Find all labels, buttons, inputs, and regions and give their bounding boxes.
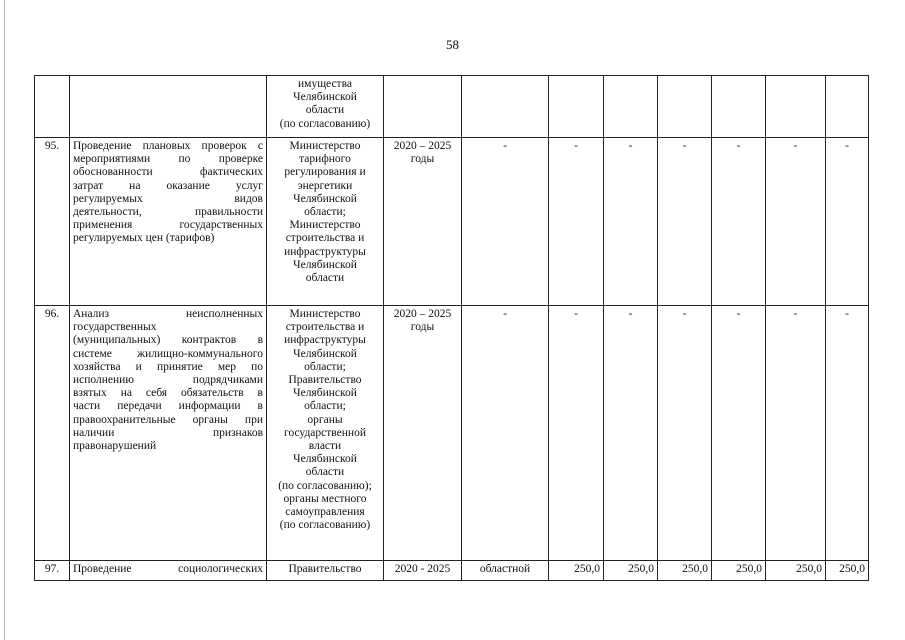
executor-line: области; — [304, 360, 346, 373]
executor-line: тарифного — [299, 153, 351, 166]
executor-line: Челябинской — [293, 258, 357, 271]
activity-name-line: правоохранительные органы при — [73, 413, 263, 426]
period-line: годы — [410, 153, 435, 166]
period — [384, 561, 462, 581]
funding-source — [462, 76, 549, 138]
executor — [267, 306, 384, 561]
executor-line: органы местного — [283, 492, 367, 505]
funding-value-year-3: 250,0 — [658, 561, 712, 581]
row-number: 95. — [35, 138, 70, 306]
activity-name-line: части передачи информации в — [73, 400, 263, 413]
funding-value-year-6: 250,0 — [826, 561, 869, 581]
executor-line: Министерство — [289, 308, 361, 320]
funding-value-year-1 — [549, 76, 604, 138]
activity-name-line: регулируемых цен (тарифов) — [73, 232, 215, 245]
period — [384, 306, 462, 561]
row-number: 97. — [35, 561, 70, 581]
executor-line: Челябинской — [293, 453, 357, 466]
period-line: годы — [410, 321, 435, 334]
executor-line: органы — [307, 413, 343, 426]
activity-name-line: применения государственных — [73, 219, 263, 232]
executor-line: власти — [308, 440, 342, 453]
executor-line: (по согласованию) — [279, 519, 371, 532]
executor — [267, 561, 384, 581]
activity-name-line: хозяйства и принятие мер по — [73, 360, 263, 373]
activity-name-line: наличии признаков — [73, 426, 263, 439]
activity-name-line: (муниципальных) контрактов в — [73, 334, 263, 347]
funding-value-year-5: - — [766, 138, 826, 306]
activity-name-line: взятых на себя обязательств в — [73, 387, 263, 400]
period — [384, 76, 462, 138]
funding-value-year-6: - — [826, 306, 869, 561]
executor-line: Министерство — [289, 140, 361, 152]
funding-value-year-1: - — [549, 138, 604, 306]
executor-line: имущества — [298, 78, 352, 90]
funding-value-year-4 — [712, 76, 766, 138]
executor-line: Министерство — [289, 219, 361, 232]
funding-value-year-3: - — [658, 138, 712, 306]
table-row — [35, 561, 869, 581]
activity-name-line: государственных — [73, 321, 157, 334]
funding-value-year-3 — [658, 76, 712, 138]
executor-line: государственной — [284, 426, 366, 439]
executor-line: строительства и — [285, 232, 365, 245]
executor-line: области — [305, 104, 345, 117]
funding-value-year-2 — [604, 76, 658, 138]
table-row — [35, 306, 869, 561]
activity-name-line: Анализ неисполненных — [73, 308, 263, 320]
executor-line: области; — [304, 400, 346, 413]
activity-name-line: исполнению подрядчиками — [73, 374, 263, 387]
executor-line: Правительство — [288, 563, 362, 575]
activity-name-line: деятельности, правильности — [73, 206, 263, 219]
activity-name-line: системе жилищно-коммунального — [73, 347, 263, 360]
funding-value-year-4: - — [712, 306, 766, 561]
table-row — [35, 138, 869, 306]
funding-value-year-5 — [766, 76, 826, 138]
period-line: 2020 – 2025 — [393, 308, 452, 320]
activity-name — [70, 306, 267, 561]
page-number: 58 — [446, 37, 459, 52]
funding-value-year-4: - — [712, 138, 766, 306]
activity-name — [70, 138, 267, 306]
funding-value-year-5: - — [766, 306, 826, 561]
executor — [267, 138, 384, 306]
activity-name-line: Проведение плановых проверок с — [73, 140, 263, 152]
executor-line: Челябинской — [293, 347, 357, 360]
executor-line: (по согласованию) — [279, 117, 371, 130]
row-number: 96. — [35, 306, 70, 561]
activity-name-line: Проведение социологических — [73, 563, 263, 575]
activity-name-line: мероприятиями по проверке — [73, 153, 263, 166]
funding-value-year-2: - — [604, 138, 658, 306]
period — [384, 138, 462, 306]
executor-line: инфраструктуры — [284, 334, 366, 347]
executor-line: области — [305, 466, 345, 479]
executor-line: области — [305, 272, 345, 285]
funding-source: областной — [462, 561, 549, 581]
activity-name-line: регулируемых видов — [73, 192, 263, 205]
funding-value-year-2: - — [604, 306, 658, 561]
funding-value-year-6: - — [826, 138, 869, 306]
executor — [267, 76, 384, 138]
executor-line: области; — [304, 206, 346, 219]
executor-line: Челябинской — [293, 192, 357, 205]
executor-line: Челябинской — [293, 91, 357, 104]
executor-line: Челябинской — [293, 387, 357, 400]
row-number — [35, 76, 70, 138]
period-line: 2020 - 2025 — [394, 563, 451, 575]
activity-name-line: обоснованности фактических — [73, 166, 263, 179]
executor-line: (по согласованию); — [278, 479, 372, 492]
funding-source: - — [462, 138, 549, 306]
funding-value-year-2: 250,0 — [604, 561, 658, 581]
executor-line: инфраструктуры — [284, 245, 366, 258]
executor-line: энергетики — [297, 179, 353, 192]
program-activities-table — [34, 75, 869, 581]
table-row — [35, 76, 869, 138]
activity-name — [70, 76, 267, 138]
period-line: 2020 – 2025 — [393, 140, 452, 152]
funding-value-year-1: - — [549, 306, 604, 561]
activity-name-line: правонарушений — [73, 440, 157, 453]
activity-name-line: затрат на оказание услуг — [73, 179, 263, 192]
page-edge-line — [4, 0, 5, 640]
funding-value-year-6 — [826, 76, 869, 138]
funding-value-year-4: 250,0 — [712, 561, 766, 581]
funding-source: - — [462, 306, 549, 561]
funding-value-year-5: 250,0 — [766, 561, 826, 581]
activity-name — [70, 561, 267, 581]
executor-line: Правительство — [288, 374, 362, 387]
executor-line: регулирования и — [284, 166, 366, 179]
executor-line: самоуправления — [285, 506, 365, 519]
funding-value-year-3: - — [658, 306, 712, 561]
executor-line: строительства и — [285, 321, 365, 334]
funding-value-year-1: 250,0 — [549, 561, 604, 581]
